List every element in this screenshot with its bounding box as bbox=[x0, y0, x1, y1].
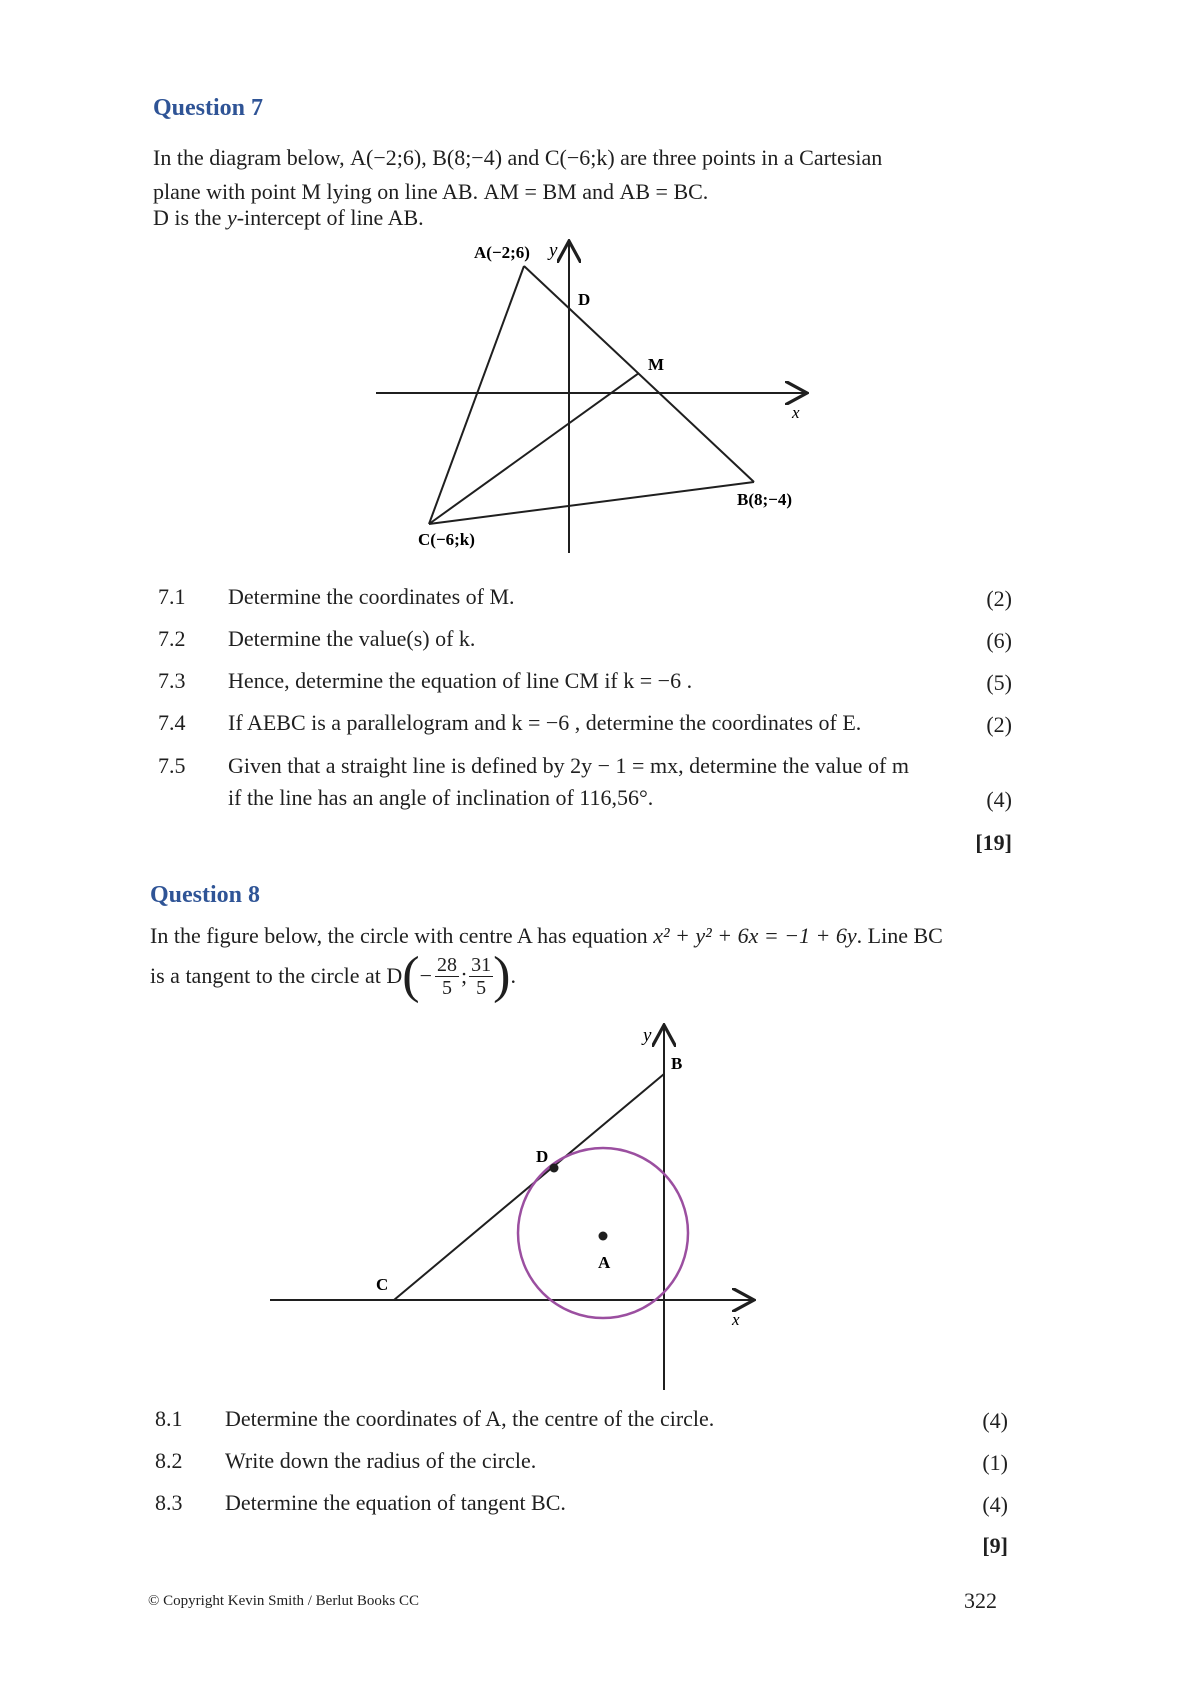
question-8-title: Question 8 bbox=[150, 882, 261, 908]
q8-label-point-d: D bbox=[536, 1147, 549, 1166]
tangent-point-d bbox=[550, 1164, 559, 1173]
q8-label-x-axis: x bbox=[732, 1310, 740, 1329]
q8-label-point-c: C bbox=[376, 1275, 389, 1294]
q7-item: 7.5 Given that a straight line is defined by 2y − 1 = mx, determine the value of m if the line has an angle of inclination of 116,56°. bbox=[158, 753, 909, 810]
page-number: 322 bbox=[964, 1588, 997, 1613]
question-8-intro-line-1: In the figure below, the circle with centre A has equation x² + y² + 6x = −1 + 6y. Line BC bbox=[150, 923, 943, 948]
q8-label-point-a: A bbox=[598, 1253, 611, 1272]
question-8-intro-line-2: is a tangent to the circle at D ( − $\frac{28}{5}$ ; $\frac{31}{5}$ ) . bbox=[150, 947, 516, 1004]
q7-item-marks: (2) bbox=[986, 586, 1012, 611]
footer-copyright: © Copyright Kevin Smith / Berlut Books CC bbox=[148, 1593, 419, 1609]
q8-item-marks: (4) bbox=[982, 1408, 1008, 1433]
q8-total-marks: [9] bbox=[982, 1533, 1008, 1558]
label-point-b: B(8;−4) bbox=[737, 490, 793, 509]
q7-item-marks: (4) bbox=[986, 787, 1012, 812]
label-point-m: M bbox=[648, 355, 665, 374]
open-paren: ( bbox=[402, 947, 420, 1004]
close-paren: ) bbox=[493, 947, 511, 1004]
q8-item-marks: (4) bbox=[982, 1492, 1008, 1517]
question-7-intro: In the diagram below, A(−2;6), B(8;−4) and C(−6;k) are three points in a Cartesian plane with point M lying on line AB. AM = BM and AB = BC. D is the y-intercept of line AB. bbox=[153, 145, 883, 230]
label-point-d: D bbox=[578, 290, 591, 309]
centre-a-point bbox=[599, 1232, 608, 1241]
label-point-c: C(−6;k) bbox=[418, 530, 475, 549]
q7-item-marks: (6) bbox=[986, 628, 1012, 653]
q7-item-marks: (5) bbox=[986, 670, 1012, 695]
fraction-x: $\frac{28}{5}$ bbox=[437, 953, 458, 999]
q8-label-point-b: B bbox=[671, 1054, 683, 1073]
question-7-title: Question 7 bbox=[153, 95, 264, 121]
tangent-bc bbox=[394, 1074, 664, 1300]
q8-label-y-axis: y bbox=[643, 1025, 652, 1046]
q8-item-marks: (1) bbox=[982, 1450, 1008, 1475]
label-y-axis: y bbox=[549, 240, 558, 261]
label-point-a: A(−2;6) bbox=[474, 243, 530, 262]
label-x-axis: x bbox=[792, 403, 800, 422]
q7-item-marks: (2) bbox=[986, 712, 1012, 737]
fraction-y: $\frac{31}{5}$ bbox=[471, 953, 492, 999]
q7-total-marks: [19] bbox=[975, 830, 1012, 855]
